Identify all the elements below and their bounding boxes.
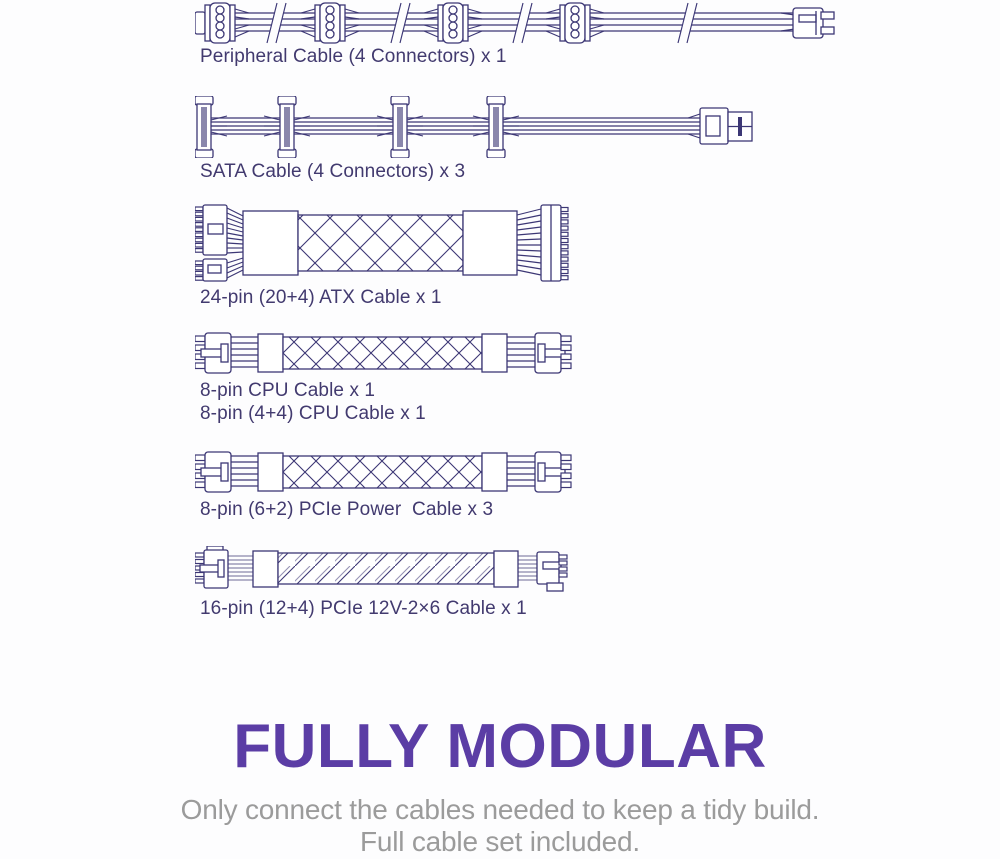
cable-break-icon — [513, 2, 532, 44]
headline-fully-modular: FULLY MODULAR — [233, 712, 767, 781]
subtitle-line-2: Full cable set included. — [359, 826, 641, 858]
footer-subtitle — [0, 794, 1000, 859]
sata-cable-drawing — [195, 96, 760, 158]
8pin-connector-icon — [535, 452, 571, 492]
cable-sleeve — [463, 211, 517, 275]
cable-sleeve — [258, 334, 283, 372]
cable-sleeve — [243, 211, 298, 275]
atx-24pin-connector-icon — [541, 205, 568, 281]
subtitle-line-1: Only connect the cables needed to keep a tidy build. — [180, 794, 820, 825]
atx-20pin-connector-icon — [195, 205, 227, 255]
sleeved-section — [278, 553, 494, 584]
cable-sleeve — [482, 334, 507, 372]
8pin-connector-icon — [195, 333, 231, 373]
16pin-cable-label: 16-pin (12+4) PCIe 12V-2×6 Cable x 1 — [200, 598, 527, 619]
molex-connector-icon — [301, 3, 359, 43]
cable-break-icon — [391, 2, 410, 44]
pcie-8pin-cable-drawing — [195, 450, 575, 494]
molex-connector-icon — [546, 3, 604, 43]
16pin-connector-icon — [537, 552, 567, 591]
8pin-connector-icon — [195, 452, 231, 492]
cpu-8pin-cable-drawing — [195, 331, 575, 375]
cable-break-icon — [267, 2, 286, 44]
peripheral-cable-drawing — [195, 2, 840, 44]
braided-section — [298, 215, 463, 271]
braided-section — [283, 337, 482, 369]
8pin-connector-icon — [535, 333, 571, 373]
cable-sleeve — [258, 453, 283, 491]
sata-connector-icon — [377, 96, 423, 158]
molex-connector-icon — [424, 3, 482, 43]
cpu-cable-label: 8-pin CPU Cable x 1 — [200, 380, 376, 401]
atx-24pin-cable-drawing — [195, 203, 575, 283]
braided-section — [283, 456, 482, 488]
cable-sleeve — [482, 453, 507, 491]
16pin-connector-icon — [195, 546, 228, 588]
molex-connector-icon — [195, 3, 249, 43]
sata-connector-icon — [195, 96, 227, 158]
sata-connector-icon — [473, 96, 519, 158]
atx-cable-label: 24-pin (20+4) ATX Cable x 1 — [200, 287, 442, 308]
sata-cable-label: SATA Cable (4 Connectors) x 3 — [200, 161, 466, 182]
wire-fan — [517, 209, 541, 275]
wire-fan — [227, 208, 243, 278]
cpu-44-cable-label: 8-pin (4+4) CPU Cable x 1 — [200, 403, 426, 424]
pcie-cable-label: 8-pin (6+2) PCIe Power Cable x 3 — [200, 499, 494, 520]
cable-break-icon — [678, 2, 697, 44]
cable-sleeve — [253, 551, 278, 587]
atx-4pin-connector-icon — [195, 259, 227, 281]
cable-sleeve — [494, 551, 518, 587]
sata-connector-icon — [264, 96, 310, 158]
peripheral-cable-label: Peripheral Cable (4 Connectors) x 1 — [200, 46, 507, 67]
pcie-16pin-cable-drawing — [195, 546, 575, 594]
